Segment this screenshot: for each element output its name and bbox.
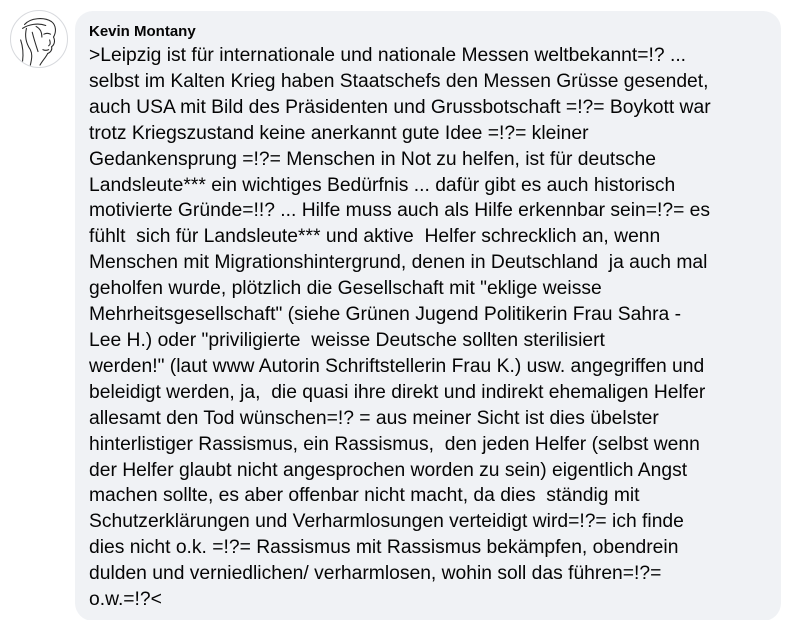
comment-text-line: auch USA mit Bild des Präsidenten und Grussbotschaft =!?= Boykott war	[89, 96, 711, 118]
comment-text-line: Gedankensprung =!?= Menschen in Not zu helfen, ist für deutsche	[89, 148, 657, 170]
comment-text-line: geholfen wurde, plötzlich die Gesellschaft mit "eklige weisse	[89, 278, 602, 300]
comment-text-line: >Leipzig ist für internationale und nationale Messen weltbekannt=!? ...	[89, 45, 687, 66]
comment-text-line: werden!" (laut www Autorin Schriftstellerin Frau K.) usw. angegriffen und	[89, 355, 705, 377]
comment-text-line: allesamt den Tod wünschen=!? = aus meiner Sicht ist dies übelster	[89, 407, 659, 429]
sketch-face-avatar-icon	[11, 11, 67, 67]
comment-text-line: machen sollte, es aber offenbar nicht macht, da dies ständig mit	[89, 485, 640, 507]
comment-text	[89, 43, 769, 613]
comment-text-line: motivierte Gründe=!!? ... Hilfe muss auch als Hilfe erkennbar sein=!?= es	[89, 200, 711, 222]
comment-text-line: Menschen mit Migrationshintergrund, denen in Deutschland ja auch mal	[89, 252, 708, 274]
comment-text-line: selbst im Kalten Krieg haben Staatschefs den Messen Grüsse gesendet,	[89, 70, 709, 92]
comment-text-line: trotz Kriegszustand keine anerkannt gute Idee =!?= kleiner	[89, 122, 589, 144]
comment-text-line: o.w.=!?<	[89, 589, 162, 611]
comment-text-line: fühlt sich für Landsleute*** und aktive Helfer schrecklich an, wenn	[89, 226, 661, 248]
comment-text-line: hinterlistiger Rassismus, ein Rassismus, den jeden Helfer (selbst wenn	[89, 433, 700, 455]
comment-text-line: dies nicht o.k. =!?= Rassismus mit Rassismus bekämpfen, obendrein	[89, 537, 679, 559]
comment-text-line: Mehrheitsgesellschaft" (siehe Grünen Jugend Politikerin Frau Sahra -	[89, 304, 682, 326]
comment-text-line: Schutzerklärungen und Verharmlosungen verteidigt wird=!?= ich finde	[89, 511, 684, 533]
comment-text-line: Lee H.) oder "priviligierte weisse Deutsche sollten sterilisiert	[89, 329, 605, 351]
comment-text-line: Landsleute*** ein wichtiges Bedürfnis ... dafür gibt es auch historisch	[89, 174, 676, 196]
avatar[interactable]	[10, 10, 68, 68]
comment-text-line: dulden und verniedlichen/ verharmlosen, wohin soll das führen=!?=	[89, 563, 662, 585]
comment-text-line: der Helfer glaubt nicht angesprochen worden zu sein) eigentlich Angst	[89, 459, 688, 481]
comment-author-name[interactable]: Kevin Montany	[89, 23, 196, 40]
comment-bubble	[75, 11, 781, 620]
comment-text-line: beleidigt werden, ja, die quasi ihre direkt und indirekt ehemaligen Helfer	[89, 381, 706, 403]
